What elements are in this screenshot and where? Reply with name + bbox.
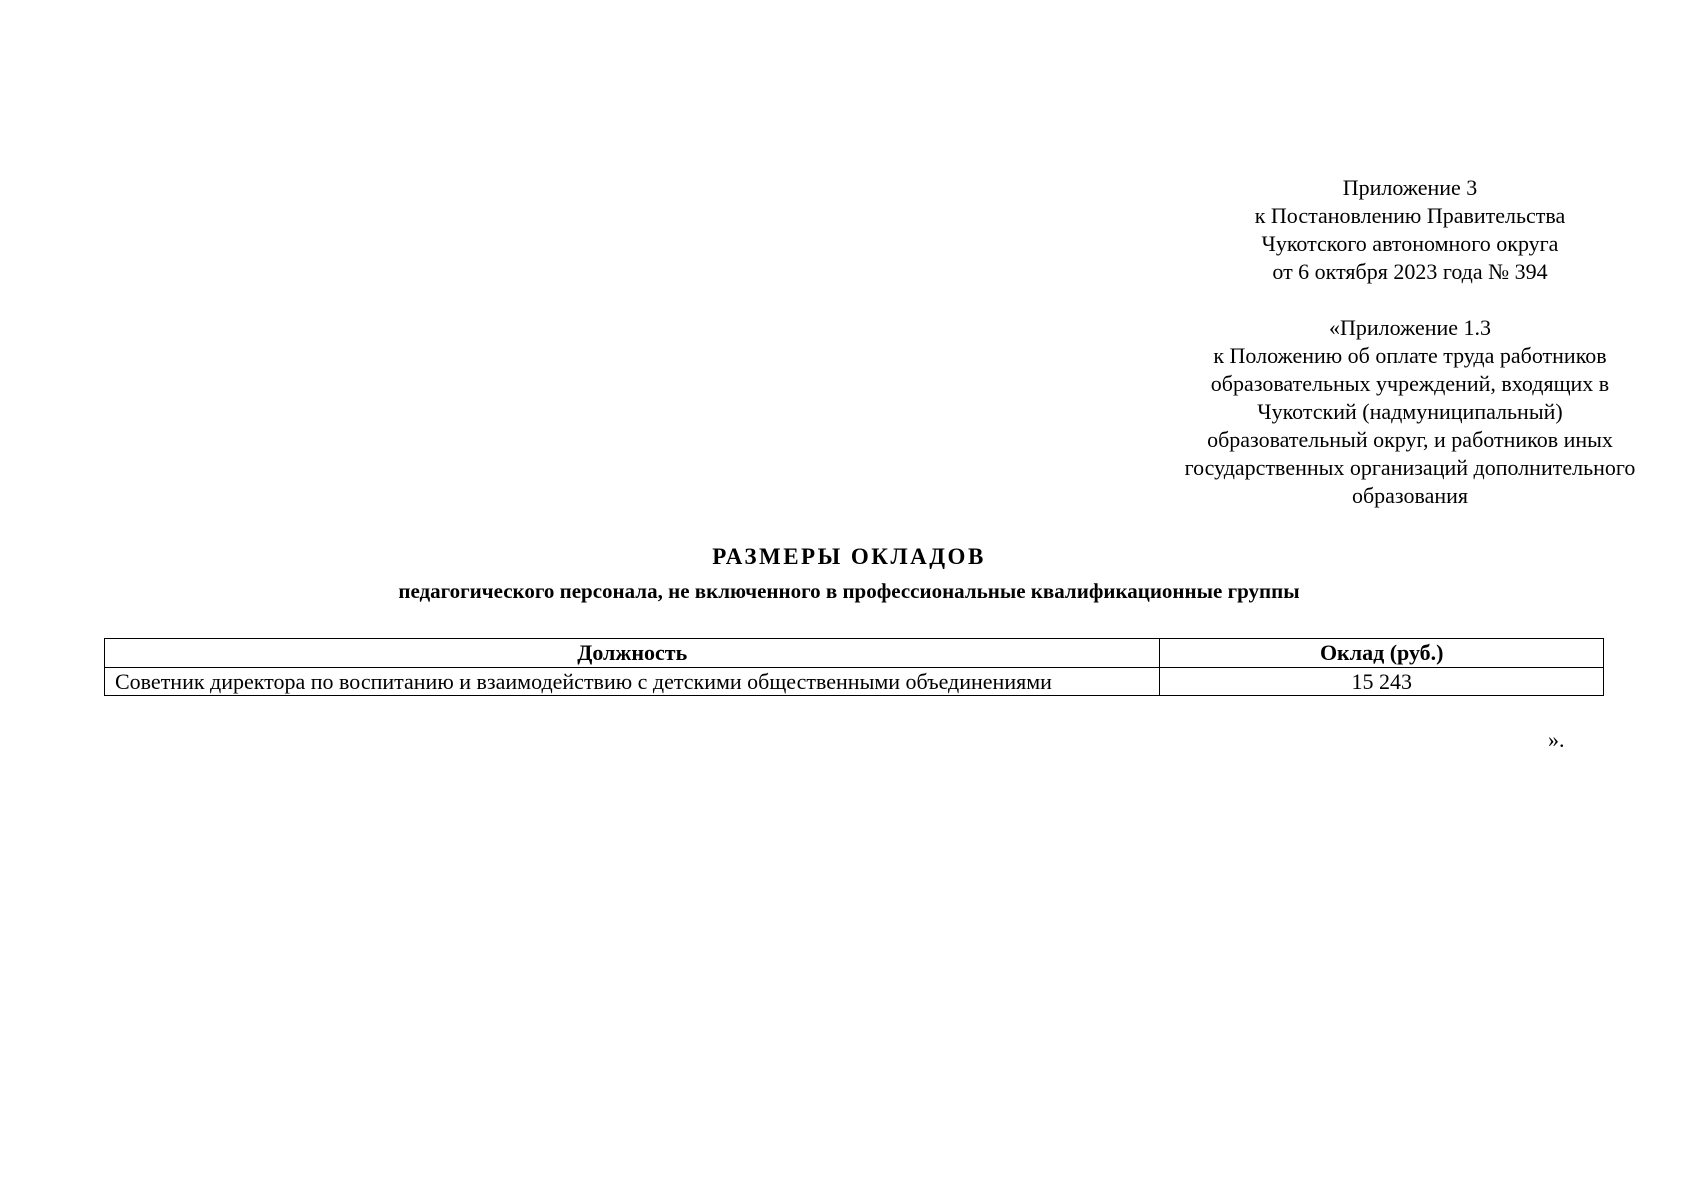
column-header-position: Должность xyxy=(105,639,1160,668)
sub-appendix-reference-line: к Положению об оплате труда работников xyxy=(1213,343,1607,368)
sub-appendix-reference-line: образовательных учреждений, входящих в xyxy=(1210,371,1610,396)
table-row xyxy=(105,668,1604,696)
appendix-reference-line: Приложение 3 xyxy=(1342,175,1478,200)
salary-table xyxy=(104,638,1604,696)
appendix-reference-line: Чукотского автономного округа xyxy=(1261,231,1559,256)
sub-appendix-reference-line: государственных организаций дополнительного xyxy=(1184,455,1636,480)
sub-appendix-reference-line: образовательный округ, и работников иных xyxy=(1207,427,1613,452)
table-header-row xyxy=(105,639,1604,668)
column-header-salary: Оклад (руб.) xyxy=(1160,639,1604,668)
document-subtitle: педагогического персонала, не включенного в профессиональные квалификационные группы xyxy=(398,579,1300,603)
appendix-reference-line: к Постановлению Правительства xyxy=(1254,203,1566,228)
sub-appendix-reference-line: Чукотский (надмуниципальный) xyxy=(1257,399,1563,424)
position-cell: Советник директора по воспитанию и взаимодействию с детскими общественными объединениями xyxy=(105,668,1160,696)
appendix-reference-line: от 6 октября 2023 года № 394 xyxy=(1272,259,1548,284)
sub-appendix-reference-block xyxy=(1140,314,1680,510)
sub-appendix-reference-line: «Приложение 1.3 xyxy=(1328,315,1492,340)
appendix-reference-block xyxy=(1140,174,1680,286)
sub-appendix-reference-line: образования xyxy=(1351,483,1469,508)
closing-quote-mark: ». xyxy=(1548,727,1565,752)
document-title: РАЗМЕРЫ ОКЛАДОВ xyxy=(712,544,986,569)
salary-cell: 15 243 xyxy=(1160,668,1604,696)
